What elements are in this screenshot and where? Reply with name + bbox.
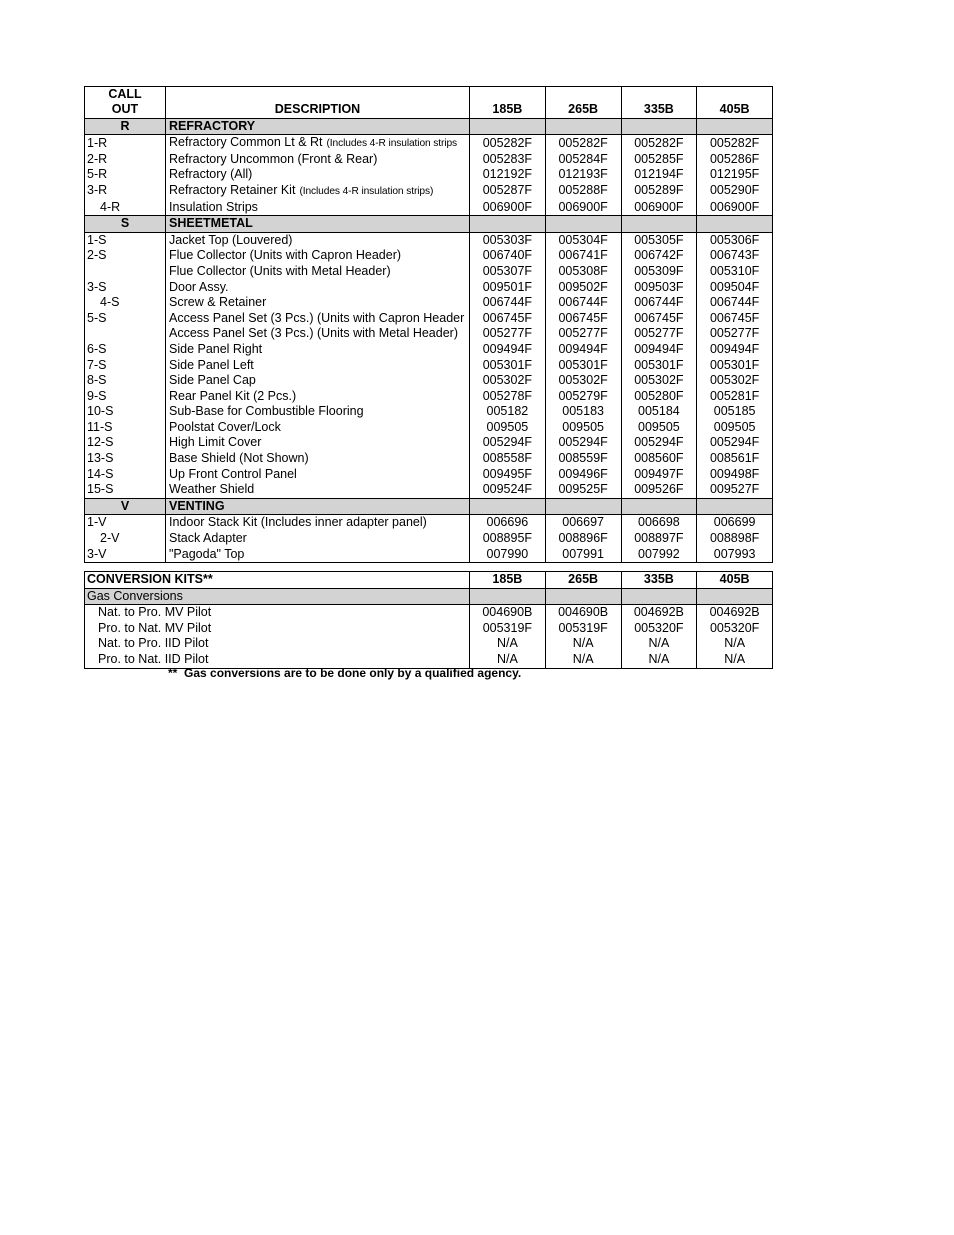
description-text: Weather Shield [169,482,255,497]
part-number-cell: 007993 [697,547,773,563]
part-number-cell: 006744F [697,295,773,311]
part-number-cell: 005309F [621,264,697,280]
part-number-cell: 005303F [470,232,546,248]
part-number-cell: 005294F [697,435,773,451]
part-number-cell: 008895F [470,531,546,547]
conversion-part-cell: N/A [697,636,773,652]
part-number-cell: 005285F [621,152,697,168]
part-number-cell: 009505 [545,420,621,436]
part-number-cell: 006699 [697,515,773,531]
conversion-kit-row [85,621,773,637]
description-cell [166,547,470,563]
section-code: R [85,118,166,135]
call-out-cell: 6-S [87,341,107,356]
description-cell [166,531,470,547]
description-cell [166,451,470,467]
table-row [85,311,773,327]
part-number-cell: 009501F [470,280,546,296]
description-cell [166,342,470,358]
part-number-cell: 012194F [621,167,697,183]
part-number-cell: 009526F [621,482,697,498]
part-number-cell: 008561F [697,451,773,467]
section-blank-cell [470,216,546,233]
description-text: "Pagoda" Top [169,546,245,561]
call-out-cell: 11-S [87,419,113,434]
conversion-part-cell: N/A [621,636,697,652]
part-number-cell: 005185 [697,404,773,420]
part-number-cell: 005282F [697,135,773,152]
table-row [85,326,773,342]
part-number-cell: 008896F [545,531,621,547]
part-number-cell: 005288F [545,183,621,200]
part-number-cell: 005183 [545,404,621,420]
part-number-cell: 009496F [545,467,621,483]
call-out-cell: 9-S [87,388,107,403]
table-row [85,183,773,200]
table-row [85,280,773,296]
conversion-part-cell: 004690B [470,605,546,621]
description-text: Base Shield (Not Shown) [169,451,309,466]
part-number-cell: 006743F [697,248,773,264]
part-number-cell: 005302F [545,373,621,389]
section-name: VENTING [166,498,470,515]
kits-model-header-185b: 185B [470,572,546,589]
kits-model-header-265b: 265B [545,572,621,589]
table-row [85,467,773,483]
kits-model-header-405b: 405B [697,572,773,589]
section-code: S [85,216,166,233]
part-number-cell: 006696 [470,515,546,531]
table-row [85,531,773,547]
conversion-part-cell: N/A [697,652,773,668]
call-out-header-line2: OUT [111,102,139,116]
part-number-cell: 005277F [545,326,621,342]
part-number-cell: 009498F [697,467,773,483]
description-text: Side Panel Left [169,357,254,372]
conversion-footnote: ** Gas conversions are to be done only by a qualified agency. [168,666,522,680]
part-number-cell: 005310F [697,264,773,280]
conversion-part-cell: N/A [545,636,621,652]
part-number-cell: 005301F [621,358,697,374]
table-row [85,200,773,216]
part-number-cell: 005282F [545,135,621,152]
table-row [85,167,773,183]
gas-conversions-subheader: Gas Conversions [85,588,470,605]
model-header-405b: 405B [697,102,773,118]
section-name: REFRACTORY [166,118,470,135]
part-number-cell: 006900F [545,200,621,216]
call-out-cell: 5-S [87,310,107,325]
part-number-cell: 006745F [697,311,773,327]
description-cell [166,515,470,531]
part-number-cell: 006741F [545,248,621,264]
description-text: Stack Adapter [169,531,247,546]
description-cell [166,358,470,374]
description-cell [166,404,470,420]
part-number-cell: 005277F [470,326,546,342]
conversion-kit-label: Nat. to Pro. MV Pilot [98,605,212,620]
description-cell [166,311,470,327]
call-out-cell: 12-S [87,435,114,450]
call-out-cell: 3-V [87,546,107,561]
conversion-kits-title: CONVERSION KITS** [85,572,470,589]
description-text: Access Panel Set (3 Pcs.) (Units with Metal Header) [169,326,458,341]
replacement-parts-table [84,86,773,563]
table-row [85,248,773,264]
conversion-part-cell: 005319F [470,621,546,637]
description-cell [166,135,470,152]
part-number-cell: 005279F [545,389,621,405]
conversion-part-cell: N/A [470,652,546,668]
part-number-cell: 008898F [697,531,773,547]
model-header-335b: 335B [621,102,697,118]
call-out-cell: 7-S [87,357,107,372]
part-number-cell: 005294F [621,435,697,451]
table-row [85,358,773,374]
table-row [85,420,773,436]
call-out-cell: 8-S [87,373,107,388]
description-text: Up Front Control Panel [169,466,297,481]
description-cell [166,183,470,200]
description-cell [166,152,470,168]
part-number-cell: 008897F [621,531,697,547]
part-number-cell: 009494F [470,342,546,358]
description-text: Side Panel Cap [169,373,256,388]
description-note: (Includes 4-R insulation strips [326,138,458,150]
conversion-part-cell: 004692B [697,605,773,621]
call-out-cell: 4-S [100,295,120,310]
description-cell [166,467,470,483]
part-number-cell: 009505 [697,420,773,436]
description-text: Refractory (All) [169,167,253,182]
table-row [85,342,773,358]
call-out-cell: 13-S [87,451,114,466]
part-number-cell: 005306F [697,232,773,248]
section-name: SHEETMETAL [166,216,470,233]
part-number-cell: 006900F [470,200,546,216]
part-number-cell: 005283F [470,152,546,168]
call-out-cell [85,264,166,280]
description-text: Refractory Common Lt & Rt [169,135,323,150]
part-number-cell: 005301F [697,358,773,374]
call-out-header-line1: CALL [108,87,142,101]
description-cell [166,280,470,296]
part-number-cell: 006742F [621,248,697,264]
part-number-cell: 009504F [697,280,773,296]
part-number-cell: 006745F [470,311,546,327]
description-cell [166,326,470,342]
table-row [85,547,773,563]
part-number-cell: 006698 [621,515,697,531]
description-text: Flue Collector (Units with Capron Header) [169,248,402,263]
table-header-row-2 [85,102,773,118]
description-text: Refractory Uncommon (Front & Rear) [169,151,378,166]
call-out-cell: 4-R [100,199,121,214]
part-number-cell: 005302F [470,373,546,389]
section-header-row [85,498,773,515]
part-number-cell: 005277F [697,326,773,342]
section-blank-cell [545,498,621,515]
part-number-cell: 005307F [470,264,546,280]
part-number-cell: 005287F [470,183,546,200]
part-number-cell: 009527F [697,482,773,498]
description-text: Flue Collector (Units with Metal Header) [169,263,391,278]
part-number-cell: 005301F [470,358,546,374]
call-out-cell: 3-S [87,279,107,294]
part-number-cell: 009524F [470,482,546,498]
description-text: Poolstat Cover/Lock [169,419,281,434]
conversion-kits-header-row [85,572,773,589]
part-number-cell: 009497F [621,467,697,483]
model-header-265b: 265B [545,102,621,118]
table-row [85,135,773,152]
part-number-cell: 005301F [545,358,621,374]
conversion-part-cell: 005319F [545,621,621,637]
section-blank-cell [545,216,621,233]
description-text: Indoor Stack Kit (Includes inner adapter panel) [169,515,427,530]
section-blank-cell [470,118,546,135]
section-blank-cell [697,216,773,233]
table-row [85,435,773,451]
description-cell [166,248,470,264]
call-out-cell: 15-S [87,482,114,497]
description-text: Rear Panel Kit (2 Pcs.) [169,388,297,403]
part-number-cell: 005286F [697,152,773,168]
conversion-part-cell: N/A [545,652,621,668]
part-number-cell: 005282F [470,135,546,152]
part-number-cell: 005289F [621,183,697,200]
part-number-cell: 006745F [621,311,697,327]
description-cell [166,482,470,498]
part-number-cell: 012193F [545,167,621,183]
description-text: Door Assy. [169,279,229,294]
part-number-cell: 005278F [470,389,546,405]
conversion-part-cell: 004692B [621,605,697,621]
part-number-cell: 006900F [697,200,773,216]
part-number-cell: 008558F [470,451,546,467]
part-number-cell: 005290F [697,183,773,200]
model-header-185b: 185B [470,102,546,118]
part-number-cell: 006740F [470,248,546,264]
table-row [85,232,773,248]
conversion-part-cell: 004690B [545,605,621,621]
call-out-cell: 1-V [87,515,107,530]
table-row [85,264,773,280]
table-row [85,404,773,420]
call-out-cell [85,326,166,342]
description-text: Sub-Base for Combustible Flooring [169,404,364,419]
part-number-cell: 005294F [470,435,546,451]
table-row [85,482,773,498]
conversion-part-cell: N/A [621,652,697,668]
part-number-cell: 006744F [470,295,546,311]
call-out-cell: 1-S [87,232,107,247]
description-cell [166,167,470,183]
description-text: High Limit Cover [169,435,262,450]
conversion-part-cell: 005320F [697,621,773,637]
part-number-cell: 005184 [621,404,697,420]
description-text: Refractory Retainer Kit [169,182,296,197]
part-number-cell: 007992 [621,547,697,563]
part-number-cell: 009505 [470,420,546,436]
table-header-row-1 [85,87,773,103]
description-cell [166,264,470,280]
gas-conversions-subheader-row [85,588,773,605]
section-blank-cell [621,216,697,233]
part-number-cell: 005308F [545,264,621,280]
call-out-cell: 5-R [87,167,108,182]
part-number-cell: 007990 [470,547,546,563]
part-number-cell: 009494F [545,342,621,358]
table-row [85,295,773,311]
section-blank-cell [545,118,621,135]
part-number-cell: 006744F [545,295,621,311]
part-number-cell: 005281F [697,389,773,405]
part-number-cell: 009494F [621,342,697,358]
part-number-cell: 008559F [545,451,621,467]
table-row [85,451,773,467]
part-number-cell: 009495F [470,467,546,483]
table-row [85,373,773,389]
conversion-part-cell: N/A [470,636,546,652]
kits-model-header-335b: 335B [621,572,697,589]
section-blank-cell [621,498,697,515]
table-row [85,515,773,531]
part-number-cell: 005277F [621,326,697,342]
description-text: Access Panel Set (3 Pcs.) (Units with Capron Header [169,310,465,325]
part-number-cell: 005280F [621,389,697,405]
section-header-row [85,118,773,135]
part-number-cell: 005182 [470,404,546,420]
part-number-cell: 009525F [545,482,621,498]
part-number-cell: 005282F [621,135,697,152]
part-number-cell: 005294F [545,435,621,451]
part-number-cell: 005302F [697,373,773,389]
section-code: V [85,498,166,515]
part-number-cell: 006697 [545,515,621,531]
description-cell [166,200,470,216]
table-row [85,389,773,405]
description-text: Jacket Top (Louvered) [169,232,293,247]
call-out-cell: 2-R [87,151,108,166]
part-number-cell: 005305F [621,232,697,248]
section-blank-cell [470,498,546,515]
conversion-kit-row [85,636,773,652]
description-cell [166,232,470,248]
conversion-kits-table [84,571,773,669]
conversion-kit-label: Pro. to Nat. MV Pilot [98,620,212,635]
section-header-row [85,216,773,233]
call-out-cell: 1-R [87,135,108,150]
description-cell [166,295,470,311]
section-blank-cell [697,498,773,515]
call-out-cell: 2-S [87,248,107,263]
part-number-cell: 009494F [697,342,773,358]
conversion-kit-label: Pro. to Nat. IID Pilot [98,651,209,666]
part-number-cell: 009502F [545,280,621,296]
part-number-cell: 009505 [621,420,697,436]
part-number-cell: 012192F [470,167,546,183]
description-cell [166,435,470,451]
description-cell [166,420,470,436]
section-blank-cell [697,118,773,135]
part-number-cell: 012195F [697,167,773,183]
part-number-cell: 007991 [545,547,621,563]
call-out-cell: 14-S [87,466,114,481]
part-number-cell: 009503F [621,280,697,296]
part-number-cell: 005284F [545,152,621,168]
part-number-cell: 005302F [621,373,697,389]
description-text: Screw & Retainer [169,295,267,310]
conversion-kit-row [85,605,773,621]
part-number-cell: 008560F [621,451,697,467]
table-row [85,152,773,168]
description-text: Side Panel Right [169,341,263,356]
part-number-cell: 006745F [545,311,621,327]
call-out-cell: 10-S [87,404,114,419]
call-out-cell: 2-V [100,531,120,546]
section-blank-cell [621,118,697,135]
conversion-kit-label: Nat. to Pro. IID Pilot [98,636,209,651]
description-header: DESCRIPTION [166,102,470,118]
description-text: Insulation Strips [169,199,258,214]
part-number-cell: 005304F [545,232,621,248]
description-cell [166,389,470,405]
part-number-cell: 006900F [621,200,697,216]
description-note: (Includes 4-R insulation strips) [299,185,434,197]
conversion-part-cell: 005320F [621,621,697,637]
part-number-cell: 006744F [621,295,697,311]
call-out-cell: 3-R [87,183,108,198]
description-cell [166,373,470,389]
